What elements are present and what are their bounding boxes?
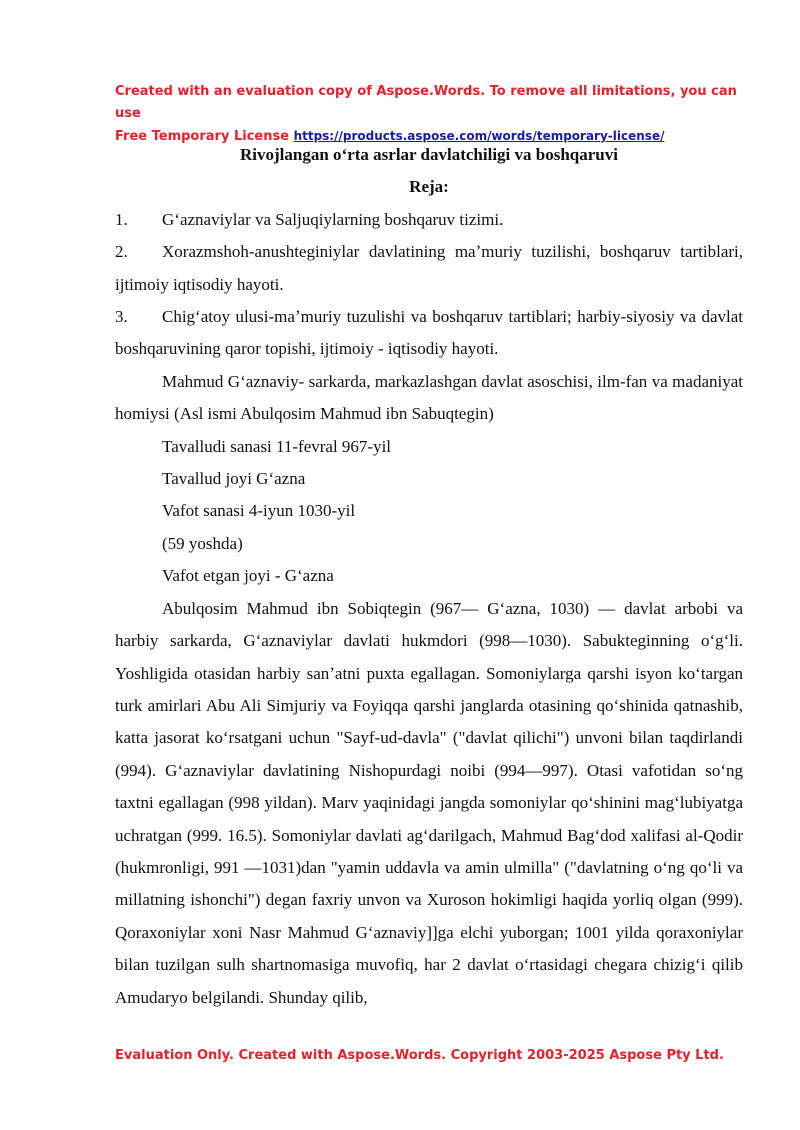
watermark-header-line: Created with an evaluation copy of Aspose.Words. To remove all limitations, you can use	[115, 84, 737, 121]
evaluation-watermark-footer: Evaluation Only. Created with Aspose.Words. Copyright 2003-2025 Aspose Pty Ltd.	[115, 1048, 724, 1063]
fact-line: (59 yoshda)	[162, 533, 243, 553]
plan-item-text: Chigʻatoy ulusi-maʼmuriy tuzulishi va boshqaruv tartiblari; harbiy-siyosiy va davlat boshqaruvining qaror topishi, ijtimoiy - iqtisodiy hayoti.	[115, 307, 743, 359]
intro-paragraph: Mahmud Gʻaznaviy- sarkarda, markazlashgan davlat asoschisi, ilm-fan va madaniyat homiysi (Asl ismi Abulqosim Mahmud ibn Sabuqtegin)	[115, 371, 743, 424]
plan-item	[115, 236, 743, 301]
fact-line: Tavallud joyi Gʻazna	[162, 469, 306, 489]
plan-item-text: Xorazmshoh-anushteginiylar davlatining maʼmuriy tuzilishi, boshqaruv tartiblari, ijtimoiy iqtisodiy hayoti.	[115, 242, 743, 294]
plan-heading: Reja:	[409, 177, 449, 197]
plan-item-number: 2.	[115, 242, 128, 262]
plan-item-number: 1.	[115, 209, 128, 229]
watermark-license-label: Free Temporary License	[115, 129, 294, 144]
plan-item-text: Gʻaznaviylar va Saljuqiylarning boshqaruv tizimi.	[162, 209, 504, 229]
main-paragraph: Abulqosim Mahmud ibn Sobiqtegin (967— Gʻazna, 1030) — davlat arbobi va harbiy sarkarda, Gʻaznaviylar davlati hukmdori (998—1030). Sabukteginning oʻgʻli. Yoshligida otasidan harbiy sanʼatni puxta egallagan. Somoniylarga qarshi isyon koʻtargan turk amirlari Abu Ali Simjuriy va Foyiqqa qarshi janglarda otasining qoʻshinida qatnashib, katta jasorat koʻrsatgani uchun "Sayf-ud-davla" ("davlat qilichi") unvoni bilan taqdirlandi (994). Gʻaznaviylar davlatining Nishopurdagi noibi (994—997). Otasi vafotidan soʻng taxtni egallagan (998 yildan). Marv yaqinidagi jangda somoniylar qoʻshinini magʻlubiyatga uchratgan (999. 16.5). Somoniylar davlati agʻdarilgach, Mahmud Bagʻdod xalifasi al-Qodir (hukmronligi, 991 —1031)dan "yamin uddavla va amin ulmilla" ("davlatning oʻng qoʻli va millatning ishonchi") degan faxriy unvon va Xuroson hokimligi haqida yorliq olgan (999). Qoraxoniylar xoni Nasr Mahmud Gʻaznaviy]]ga elchi yuborgan; 1001 yilda qoraxoniylar bilan tuzilgan sulh shartnomasiga muvofiq, har 2 davlat oʻrtasidagi chegara chizigʻi qilib Amudaryo belgilandi. Shunday qilib,	[115, 598, 743, 1007]
document-body	[115, 139, 743, 1014]
plan-item	[115, 301, 743, 366]
document-title: Rivojlangan oʻrta asrlar davlatchiligi va boshqaruvi	[240, 145, 618, 164]
fact-line: Tavalludi sanasi 11-fevral 967-yil	[162, 436, 392, 456]
plan-item	[115, 204, 743, 236]
plan-item-number: 3.	[115, 307, 128, 327]
fact-line: Vafot etgan joyi - Gʻazna	[162, 566, 334, 586]
fact-line: Vafot sanasi 4-iyun 1030-yil	[162, 501, 356, 521]
evaluation-watermark-header	[115, 81, 755, 148]
temporary-license-link[interactable]: https://products.aspose.com/words/temporary-license/	[293, 129, 665, 143]
